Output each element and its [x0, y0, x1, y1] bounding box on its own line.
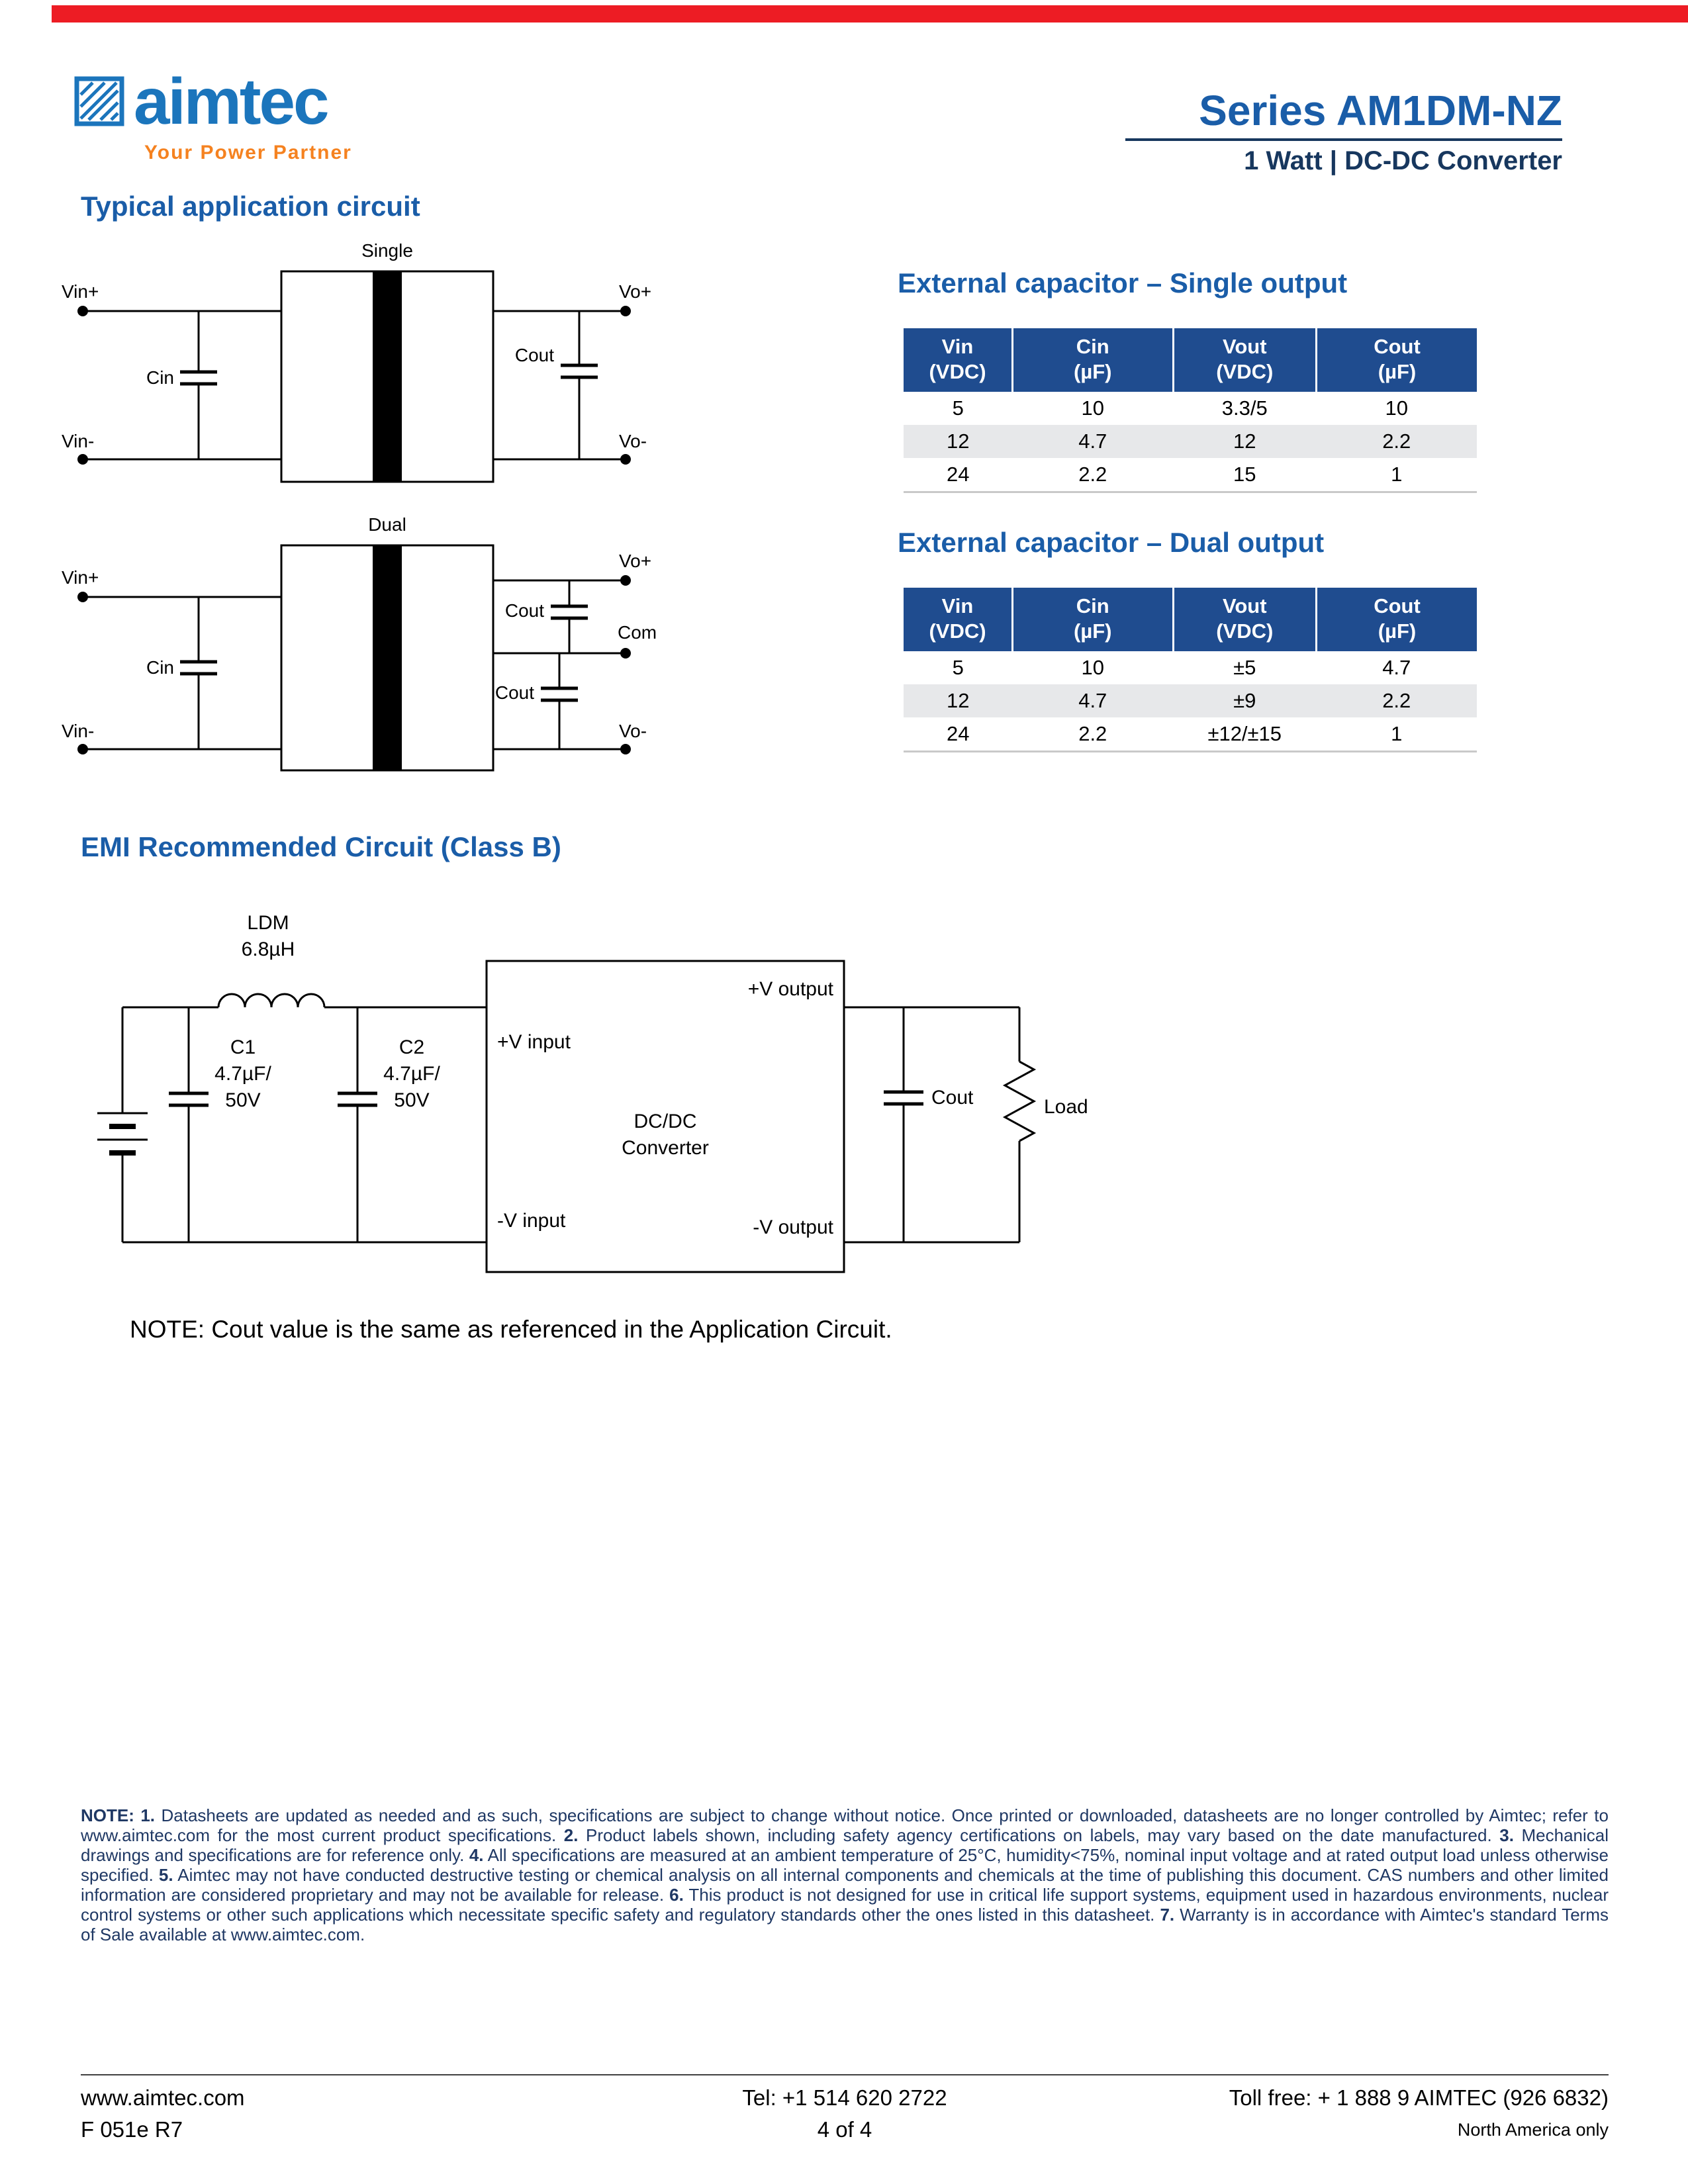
logo-wordmark: aimtec — [134, 65, 328, 138]
vo-minus-label: Vo- — [619, 431, 647, 451]
emi-note: NOTE: Cout value is the same as referenced in the Application Circuit. — [130, 1316, 892, 1343]
series-subtitle: 1 Watt | DC-DC Converter — [1244, 146, 1562, 176]
table-cell: 2.2 — [1382, 429, 1411, 453]
v-input-plus-label: +V input — [497, 1031, 571, 1053]
note-text: Aimtec may not have conducted destructive testing or chemical analysis on all internal components and chemicals at the time of publishing this document. CAS numbers and other limited information are considered proprietary and may not be available for release. — [81, 1865, 1609, 1905]
footer-region: North America only — [1457, 2120, 1609, 2140]
c1-value-label: 4.7µF/ — [214, 1063, 271, 1085]
vo-plus-label: Vo+ — [619, 551, 652, 571]
dual-output-circuit-diagram — [56, 511, 679, 789]
table-cell: 3.3/5 — [1221, 396, 1268, 420]
aimtec-logo — [74, 65, 352, 164]
cout-label: Cout — [931, 1087, 974, 1109]
converter-label-line1: DC/DC — [633, 1111, 697, 1132]
table-cell: 10 — [1081, 655, 1104, 679]
series-title: Series AM1DM-NZ — [1199, 87, 1562, 134]
cin-label: Cin — [146, 367, 174, 388]
note-text: Datasheets are updated as needed and as such, specifications are subject to change without notice. Once printed or downloaded, datasheets are no longer controlled by Aimtec; refer to www.aimtec.com for the most current product specifications. — [81, 1805, 1609, 1845]
inductor-name-label: LDM — [247, 912, 289, 934]
table-cell: 10 — [1385, 396, 1408, 420]
single-output-circuit-diagram — [56, 237, 679, 502]
table-cell: ±12/±15 — [1207, 721, 1282, 745]
table-cell: 4.7 — [1078, 688, 1107, 712]
table-cell: 15 — [1233, 462, 1256, 486]
note-text: Product labels shown, including safety agency certifications on labels, may vary based on the date manufactured. — [578, 1825, 1500, 1845]
c1-name-label: C1 — [230, 1036, 256, 1058]
footer-center-column — [590, 2082, 1099, 2146]
table-header-cell: Vin (VDC) — [904, 588, 1013, 651]
aimtec-logo-icon — [74, 76, 124, 126]
v-output-plus-label: +V output — [747, 978, 833, 1000]
table-title-dual-output: External capacitor – Dual output — [898, 527, 1325, 558]
table-cell: ±9 — [1233, 688, 1256, 712]
logo-tagline: Your Power Partner — [144, 142, 352, 163]
table-row — [904, 717, 1477, 752]
table-cell: 2.2 — [1382, 688, 1411, 712]
table-row — [904, 458, 1477, 492]
v-output-minus-label: -V output — [753, 1216, 833, 1238]
table-cell: 5 — [952, 396, 964, 420]
series-title-block — [1125, 89, 1562, 176]
table-header-cell: Cin (µF) — [1013, 588, 1173, 651]
c1-voltage-label: 50V — [225, 1089, 261, 1111]
table-cell: 24 — [947, 462, 970, 486]
note-marker: 4. — [469, 1845, 484, 1865]
table-cell: 12 — [947, 429, 970, 453]
footer-website: www.aimtec.com — [81, 2085, 245, 2110]
note-marker: 7. — [1160, 1905, 1175, 1925]
note-marker: NOTE: 1. — [81, 1805, 156, 1825]
table-cell: ±5 — [1233, 655, 1256, 679]
c2-name-label: C2 — [399, 1036, 425, 1058]
footer-doc-number: F 051e R7 — [81, 2117, 183, 2142]
footer-left-column — [81, 2082, 590, 2146]
note-marker: 3. — [1499, 1825, 1514, 1845]
table-header-cell: Cout (µF) — [1317, 588, 1477, 651]
converter-label-line2: Converter — [622, 1137, 709, 1159]
inductor-symbol — [218, 994, 324, 1007]
vin-minus-label: Vin- — [62, 721, 95, 741]
table-cell: 2.2 — [1078, 721, 1107, 745]
note-text: All specifications are measured at an ambient temperature of 25°C, humidity<75%, nominal input voltage and at rated output load unless otherwise specified. — [81, 1845, 1609, 1885]
table-cell: 12 — [947, 688, 970, 712]
table-header-row — [904, 328, 1477, 392]
table-cell: 1 — [1391, 721, 1403, 745]
footer-rule — [81, 2074, 1609, 2075]
table-cell: 5 — [952, 655, 964, 679]
inductor-value-label: 6.8µH — [241, 938, 295, 960]
footer-toll-free: Toll free: + 1 888 9 AIMTEC (926 6832) — [1229, 2085, 1609, 2110]
notes-text — [81, 1805, 1609, 1944]
table-header-cell: Cout (µF) — [1317, 328, 1477, 392]
section-title-emi: EMI Recommended Circuit (Class B) — [81, 831, 561, 862]
emi-circuit-diagram — [63, 895, 1096, 1312]
note-text: Mechanical drawings and specifications are for reference only. — [81, 1825, 1609, 1865]
note-marker: 5. — [158, 1865, 173, 1885]
note-marker: 2. — [563, 1825, 579, 1845]
vin-minus-label: Vin- — [62, 431, 95, 451]
table-cell: 24 — [947, 721, 970, 745]
cout-label: Cout — [514, 345, 554, 365]
load-resistor-symbol — [1005, 1062, 1034, 1141]
c2-voltage-label: 50V — [394, 1089, 430, 1111]
emi-circuit-wires — [97, 961, 1034, 1272]
table-cell: 12 — [1233, 429, 1256, 453]
table-header-cell: Vin (VDC) — [904, 328, 1013, 392]
load-label: Load — [1044, 1096, 1088, 1118]
c2-value-label: 4.7µF/ — [383, 1063, 440, 1085]
table-cell: 4.7 — [1078, 429, 1107, 453]
table-row — [904, 425, 1477, 458]
dual-output-table — [904, 588, 1477, 752]
vin-plus-label: Vin+ — [62, 567, 99, 588]
header-red-bar — [52, 5, 1688, 23]
table-header-cell: Vout (VDC) — [1173, 328, 1317, 392]
single-circuit-label: Single — [361, 240, 413, 261]
vo-plus-label: Vo+ — [619, 281, 652, 302]
table-row — [904, 684, 1477, 717]
com-label: Com — [618, 622, 657, 643]
table-row — [904, 392, 1477, 425]
section-title-typical-application: Typical application circuit — [81, 191, 420, 222]
note-text: This product is not designed for use in critical life support systems, equipment used in hazardous environments, nuclear control systems or other such applications which necessitate specific safety and regulatory standards other the ones listed in this datasheet. — [81, 1885, 1609, 1925]
table-header-cell: Vout (VDC) — [1173, 588, 1317, 651]
note-marker: 6. — [669, 1885, 684, 1905]
table-title-single-output: External capacitor – Single output — [898, 267, 1348, 298]
table-header-row — [904, 588, 1477, 651]
table-cell: 4.7 — [1382, 655, 1411, 679]
table-cell: 10 — [1081, 396, 1104, 420]
note-text: Warranty is in accordance with Aimtec's standard Terms of Sale available at www.aimtec.com. — [81, 1905, 1609, 1944]
footer-page-number: 4 of 4 — [817, 2117, 872, 2142]
footer — [81, 2082, 1609, 2146]
table-cell: 2.2 — [1078, 462, 1107, 486]
converter-box-bar — [373, 545, 402, 770]
vin-plus-label: Vin+ — [62, 281, 99, 302]
table-cell: 1 — [1391, 462, 1403, 486]
cout-bottom-label: Cout — [494, 682, 534, 703]
single-output-table — [904, 328, 1477, 493]
table-header-cell: Cin (µF) — [1013, 328, 1173, 392]
dual-circuit-label: Dual — [368, 514, 406, 535]
table-row — [904, 651, 1477, 684]
footer-right-column — [1100, 2082, 1609, 2146]
logo-row — [74, 65, 352, 138]
series-title-rule — [1125, 138, 1562, 141]
cout-top-label: Cout — [504, 600, 544, 621]
converter-box-bar — [373, 271, 402, 482]
cin-label: Cin — [146, 657, 174, 678]
footer-telephone: Tel: +1 514 620 2722 — [742, 2085, 947, 2110]
v-input-minus-label: -V input — [497, 1210, 566, 1232]
vo-minus-label: Vo- — [619, 721, 647, 741]
